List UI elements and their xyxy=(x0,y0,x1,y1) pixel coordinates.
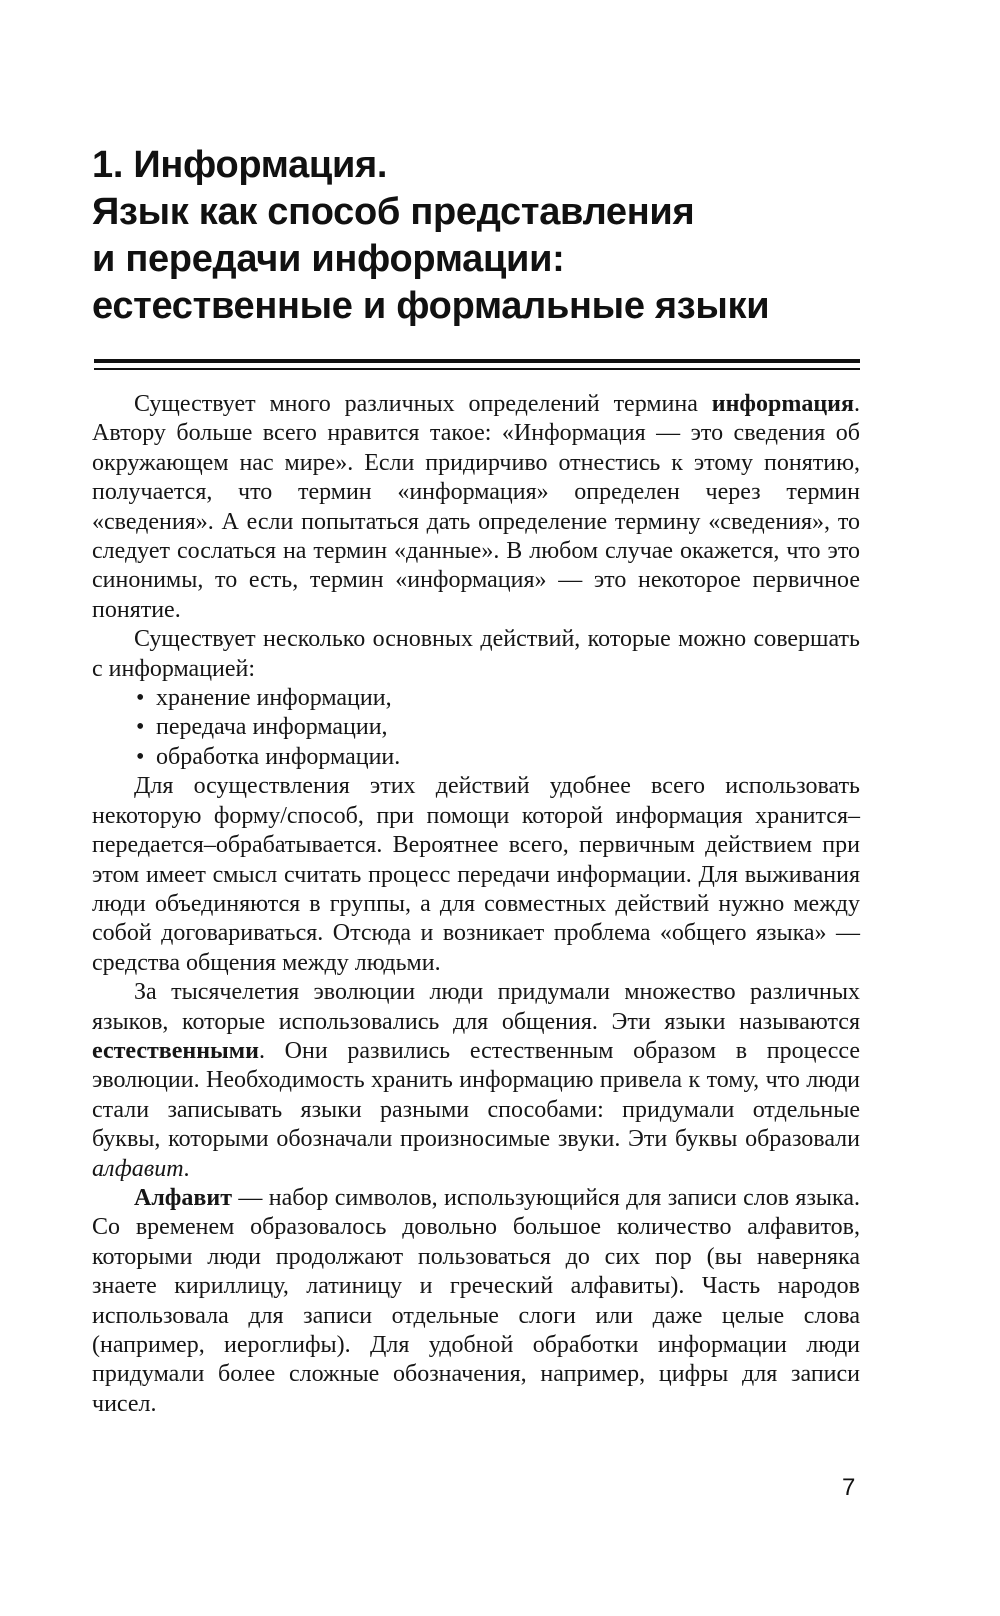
text-run: За тысячелетия эволюции люди придумали множество различных языков, которые использовались для общения. Эти языки называются xyxy=(92,979,860,1035)
text-run: . Они развились естественным образом в процессе эволюции. Необходимость хранить информацию привела к тому, что люди стали записывать языки разными способами: придумали отдельные буквы, которыми обозначали произносимые звуки. Эти буквы образовали xyxy=(92,1037,860,1153)
list-item-text: обработка информации. xyxy=(156,743,401,770)
list-item-text: передача информации, xyxy=(156,714,388,741)
text-run: . Автору больше всего нравится такое: «Информация — это сведения об окружающем нас мире». Если придирчиво отнестись к этому понятию, получается, что термин «информация» определен через термин «сведения». А если попытаться дать определение термину «сведения», то следует сослаться на термин «данные». В любом случае окажется, что это синонимы, то есть, термин «информация» — это некоторое первичное понятие. xyxy=(92,391,860,623)
list-item-text: хранение информации, xyxy=(156,685,392,712)
term-information: инфорmация xyxy=(711,391,854,417)
text-run: Существует много различных определений термина xyxy=(134,391,712,417)
list-item xyxy=(134,684,860,713)
term-natural: естественными xyxy=(92,1037,259,1064)
paragraph-information-definition xyxy=(92,390,860,625)
body-text xyxy=(92,390,860,1419)
bullet-icon: • xyxy=(136,743,145,770)
chapter-title-line: 1. Информация. xyxy=(92,144,388,186)
paragraph-alphabet-definition xyxy=(92,1184,860,1419)
chapter-title-line: Язык как способ представления xyxy=(92,191,695,233)
term-alphabet-italic: алфавит xyxy=(92,1155,184,1182)
title-divider-thin xyxy=(94,368,860,370)
paragraph-natural-languages xyxy=(92,978,860,1184)
chapter-title-line: и передачи информации: xyxy=(92,238,565,280)
text-run: — набор символов, использующийся для записи слов языка. Со временем образовалось довольно большое количество алфавитов, которыми люди продолжают пользоваться до сих пор (вы наверняка знаете кириллицу, латиницу и греческий алфавиты). Часть народов использовала для записи отдельные слоги или даже целые слова (например, иероглифы). Для удобной обработки информации люди придумали более сложные обозначения, например, цифры для записи чисел. xyxy=(92,1184,860,1417)
bullet-icon: • xyxy=(136,714,145,741)
paragraph-common-language: Для осуществления этих действий удобнее всего использовать некоторую форму/способ, при помощи которой информация хранится–передается–обрабатывается. Вероятнее всего, первичным действием при этом имеет смысл считать процесс передачи информации. Для выживания люди объединяются в группы, а для совместных действий нужно между собой договариваться. Отсюда и возникает проблема «общего языка» — средства общения между людьми. xyxy=(92,773,860,976)
chapter-title-line: естественные и формальные языки xyxy=(92,285,770,327)
title-divider-thick xyxy=(94,359,860,363)
paragraph-actions-intro: Существует несколько основных действий, которые можно совершать с информацией: xyxy=(92,626,860,682)
text-run: . xyxy=(183,1155,190,1182)
bullet-icon: • xyxy=(136,685,145,712)
term-alphabet: Алфавит xyxy=(134,1184,232,1211)
actions-list xyxy=(92,684,860,772)
chapter-title xyxy=(92,142,872,330)
list-item xyxy=(134,743,860,772)
list-item xyxy=(134,713,860,742)
page-number: 7 xyxy=(842,1474,856,1501)
